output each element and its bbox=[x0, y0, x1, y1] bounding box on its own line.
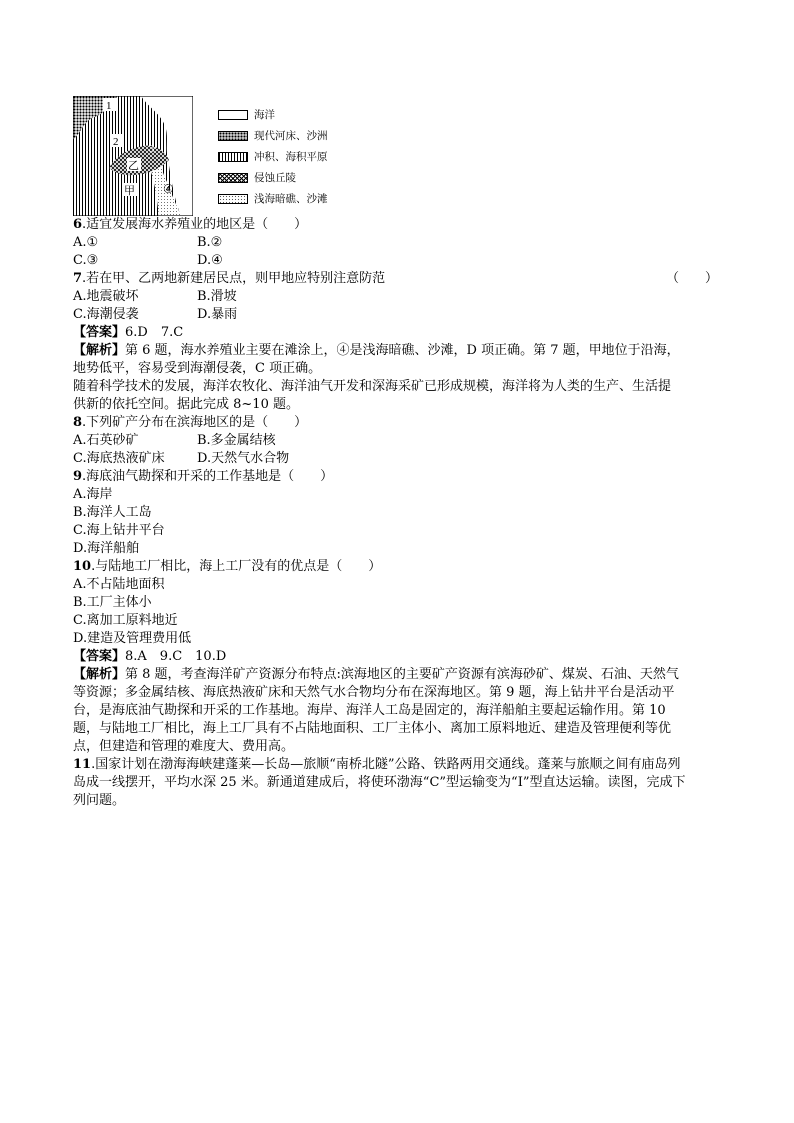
answer-8-10: 【答案】8.A 9.C 10.D bbox=[73, 649, 227, 664]
analysis-6-7-line-1: 【解析】第 6 题，海水养殖业主要在滩涂上，④是浅海暗礁、沙滩，D 项正确。第 7 题，甲地位于沿海， bbox=[73, 343, 680, 358]
analysis-8-10-line-5: 点，但建造和管理的难度大、费用高。 bbox=[73, 739, 295, 754]
question-11-line-3: 列问题。 bbox=[73, 793, 126, 808]
option-c: C.海上钻井平台 bbox=[73, 523, 165, 538]
map-figure bbox=[73, 96, 723, 216]
hill-swatch bbox=[218, 173, 248, 183]
legend-item-shoal bbox=[218, 188, 328, 209]
analysis-8-10-line-2: 等资源；多金属结核、海底热液矿床和天然气水合物均分布在深海地区。第 9 题，海上钻井平台是活动平 bbox=[73, 685, 675, 700]
option-c: C.③ bbox=[73, 253, 99, 268]
map-label-jia: 甲 bbox=[124, 184, 135, 197]
option-d: D.④ bbox=[197, 253, 223, 268]
map-legend bbox=[218, 104, 328, 209]
question-6-stem: 6.适宜发展海水养殖业的地区是（ ） bbox=[73, 217, 308, 232]
question-8-options-row-2 bbox=[73, 450, 723, 468]
option-c: C.离加工原料地近 bbox=[73, 613, 178, 628]
question-6-options-row-1 bbox=[73, 234, 723, 252]
analysis-8-10-line-1: 【解析】第 8 题，考查海洋矿产资源分布特点:滨海地区的主要矿产资源有滨海砂矿、煤炭、石油、天然气 bbox=[73, 667, 679, 682]
option-b: B.多金属结核 bbox=[197, 433, 276, 448]
passage-line-1: 随着科学技术的发展，海洋农牧化、海洋油气开发和深海采矿已形成规模，海洋将为人类的生产、生活提 bbox=[73, 379, 672, 394]
map-label-3: 3 bbox=[149, 143, 155, 155]
option-c: C.海底热液矿床 bbox=[73, 451, 165, 466]
map-label-4: ④ bbox=[163, 182, 174, 196]
option-b: B.工厂主体小 bbox=[73, 595, 152, 610]
map-label-2: 2 bbox=[113, 136, 119, 148]
option-c: C.海潮侵袭 bbox=[73, 307, 139, 322]
legend-item-river bbox=[218, 125, 328, 146]
question-6-options-row-2 bbox=[73, 252, 723, 270]
question-8-stem: 8.下列矿产分布在滨海地区的是（ ） bbox=[73, 415, 308, 430]
sea-swatch bbox=[218, 110, 248, 120]
passage-line-2: 供新的依托空间。据此完成 8~10 题。 bbox=[73, 397, 299, 412]
option-b: B.② bbox=[197, 235, 223, 250]
option-a: A.海岸 bbox=[73, 487, 113, 502]
option-b: B.滑坡 bbox=[197, 289, 237, 304]
option-d: D.天然气水合物 bbox=[197, 451, 290, 466]
coastal-landform-map bbox=[73, 96, 193, 216]
question-8-options-row-1 bbox=[73, 432, 723, 450]
option-d: D.暴雨 bbox=[197, 307, 238, 322]
question-11-line-2: 岛成一线摆开，平均水深 25 米。新通道建成后，将使环渤海“C”型运输变为“I”型直达运输。读图，完成下 bbox=[73, 775, 686, 790]
analysis-8-10-line-3: 台，是海底油气勘探和开采的工作基地。海岸、海洋人工岛是固定的，海洋船舶主要起运输作用。第 10 bbox=[73, 703, 666, 718]
option-a: A.石英砂矿 bbox=[73, 433, 139, 448]
map-label-1: 1 bbox=[106, 100, 112, 112]
legend-label: 侵蚀丘陵 bbox=[254, 172, 296, 184]
river-swatch bbox=[218, 131, 248, 141]
legend-label: 海洋 bbox=[254, 109, 275, 121]
question-7-stem: 7.若在甲、乙两地新建居民点，则甲地应特别注意防范 （ ） bbox=[73, 271, 718, 286]
option-d: D.建造及管理费用低 bbox=[73, 631, 192, 646]
question-7-options-row-1 bbox=[73, 288, 723, 306]
legend-label: 冲积、海积平原 bbox=[254, 151, 328, 163]
option-d: D.海洋船舶 bbox=[73, 541, 140, 556]
question-10-stem: 10.与陆地工厂相比，海上工厂没有的优点是（ ） bbox=[73, 559, 382, 574]
legend-label: 浅海暗礁、沙滩 bbox=[254, 193, 328, 205]
answer-6-7: 【答案】6.D 7.C bbox=[73, 325, 184, 340]
legend-item-sea bbox=[218, 104, 328, 125]
legend-item-plain bbox=[218, 146, 328, 167]
plain-swatch bbox=[218, 152, 248, 162]
question-9-stem: 9.海底油气勘探和开采的工作基地是（ ） bbox=[73, 469, 334, 484]
analysis-6-7-line-2: 地势低平，容易受到海潮侵袭，C 项正确。 bbox=[73, 361, 322, 376]
shoal-swatch bbox=[218, 194, 248, 204]
question-7-options-row-2 bbox=[73, 306, 723, 324]
analysis-8-10-line-4: 题，与陆地工厂相比，海上工厂具有不占陆地面积、工厂主体小、离加工原料地近、建造及管理便利等优 bbox=[73, 721, 672, 736]
exam-page bbox=[73, 96, 723, 810]
map-label-yi: 乙 bbox=[128, 159, 139, 172]
option-a: A.① bbox=[73, 235, 99, 250]
legend-label: 现代河床、沙洲 bbox=[254, 130, 328, 142]
option-a: A.地震破坏 bbox=[73, 289, 139, 304]
answer-bracket: （ ） bbox=[665, 271, 718, 286]
question-11-line-1: 11.国家计划在渤海海峡建蓬莱—长岛—旅顺“南桥北隧”公路、铁路两用交通线。蓬莱与旅顺之间有庙岛列 bbox=[73, 757, 681, 772]
option-a: A.不占陆地面积 bbox=[73, 577, 165, 592]
option-b: B.海洋人工岛 bbox=[73, 505, 152, 520]
legend-item-hill bbox=[218, 167, 328, 188]
